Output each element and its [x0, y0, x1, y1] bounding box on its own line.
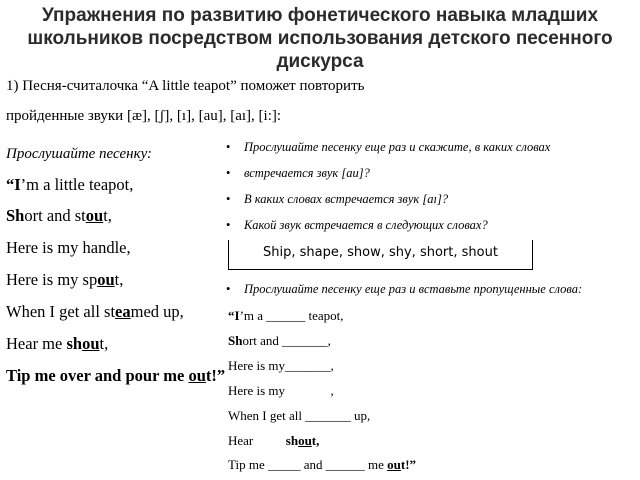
song-line-7-underlined: ou	[188, 366, 206, 385]
song-line-4-end: t,	[114, 270, 124, 289]
fill-line-3: Here is my_______,	[228, 358, 334, 373]
task-1-text-2: встречается звук [au]?	[244, 166, 370, 180]
title-line-1: Упражнения по развитию фонетического навыка младших	[41, 5, 599, 26]
fill-line-6-bold: sh	[285, 433, 299, 448]
intro-line-1: 1) Песня-считалочка “A little teapot” поможет повторить	[6, 78, 365, 94]
song-line-1-bold: “I	[6, 175, 21, 194]
fill-line-7	[228, 457, 416, 473]
fill-line-5: When I get all _______ up,	[228, 408, 371, 423]
fill-line-2-bold: Sh	[228, 333, 243, 348]
song-line-5-end: med up,	[130, 302, 184, 321]
fill-line-6-start: Hear	[228, 433, 286, 448]
song-line-5	[6, 302, 184, 322]
title-line-2: школьников посредством использования детского песенного	[27, 28, 613, 49]
task-1-line-1	[226, 140, 550, 155]
task-4	[226, 282, 582, 297]
fill-line-2-rest: ort and _______,	[242, 333, 331, 348]
song-line-1	[6, 175, 133, 195]
word-box: Ship, shape, show, shy, short, shout	[228, 240, 533, 270]
song-line-6	[6, 334, 108, 354]
fill-line-7-underlined: ou	[387, 457, 401, 472]
song-line-2-underlined: ou	[85, 206, 104, 225]
fill-line-7-start: Tip me _____ and ______ me	[228, 457, 388, 472]
song-line-2-mid: ort and st	[24, 206, 86, 225]
fill-line-1-rest: ’m a ______ teapot,	[239, 308, 344, 323]
listen-label: Прослушайте песенку:	[6, 146, 153, 162]
song-line-6-underlined: ou	[82, 334, 100, 353]
song-line-1-rest: ’m a little teapot,	[20, 175, 134, 194]
title-line-3: дискурса	[276, 51, 364, 72]
song-line-6-bold: sh	[66, 334, 83, 353]
fill-line-2	[228, 333, 331, 349]
song-line-4-underlined: ou	[97, 270, 115, 289]
song-line-4	[6, 270, 123, 290]
song-line-5-underlined: ea	[115, 302, 131, 321]
task-2-text: В каких словах встречается звук [aı]?	[244, 192, 449, 206]
song-line-7-end: t!”	[205, 366, 226, 385]
task-1-line-2	[226, 166, 370, 181]
song-line-4-start: Here is my sp	[6, 270, 98, 289]
fill-line-6	[228, 433, 319, 449]
task-4-text: Прослушайте песенку еще раз и вставьте пропущенные слова:	[244, 282, 583, 296]
song-line-7-start: Tip me over and pour me	[6, 366, 189, 385]
bullet-icon: •	[226, 140, 231, 154]
song-line-2	[6, 206, 112, 226]
fill-line-6-underlined: ou	[298, 433, 312, 448]
bullet-icon: •	[226, 166, 231, 180]
task-3	[226, 218, 488, 233]
song-line-6-start: Hear me	[6, 334, 67, 353]
fill-line-1-bold: “I	[228, 308, 240, 323]
page-title	[0, 4, 640, 73]
task-3-text: Какой звук встречается в следующих словах?	[244, 218, 488, 232]
fill-line-6-end: t,	[311, 433, 320, 448]
intro-line-2: пройденные звуки [æ], [ʃ], [ı], [au], [aı], [i:]:	[6, 108, 282, 124]
task-2	[226, 192, 448, 207]
song-line-5-start: When I get all st	[6, 302, 116, 321]
song-line-2-bold: Sh	[6, 206, 25, 225]
song-line-2-end: t,	[103, 206, 112, 225]
fill-line-1	[228, 308, 344, 324]
song-line-6-end: t,	[99, 334, 109, 353]
bullet-icon: •	[226, 218, 231, 232]
task-1-text: Прослушайте песенку еще раз и скажите, в каких словах	[244, 140, 551, 154]
song-line-7	[6, 366, 225, 386]
bullet-icon: •	[226, 192, 231, 206]
song-line-3: Here is my handle,	[6, 238, 131, 257]
fill-line-4: Here is my ,	[228, 383, 334, 398]
fill-line-7-end: t!”	[400, 457, 417, 472]
bullet-icon: •	[226, 282, 231, 296]
